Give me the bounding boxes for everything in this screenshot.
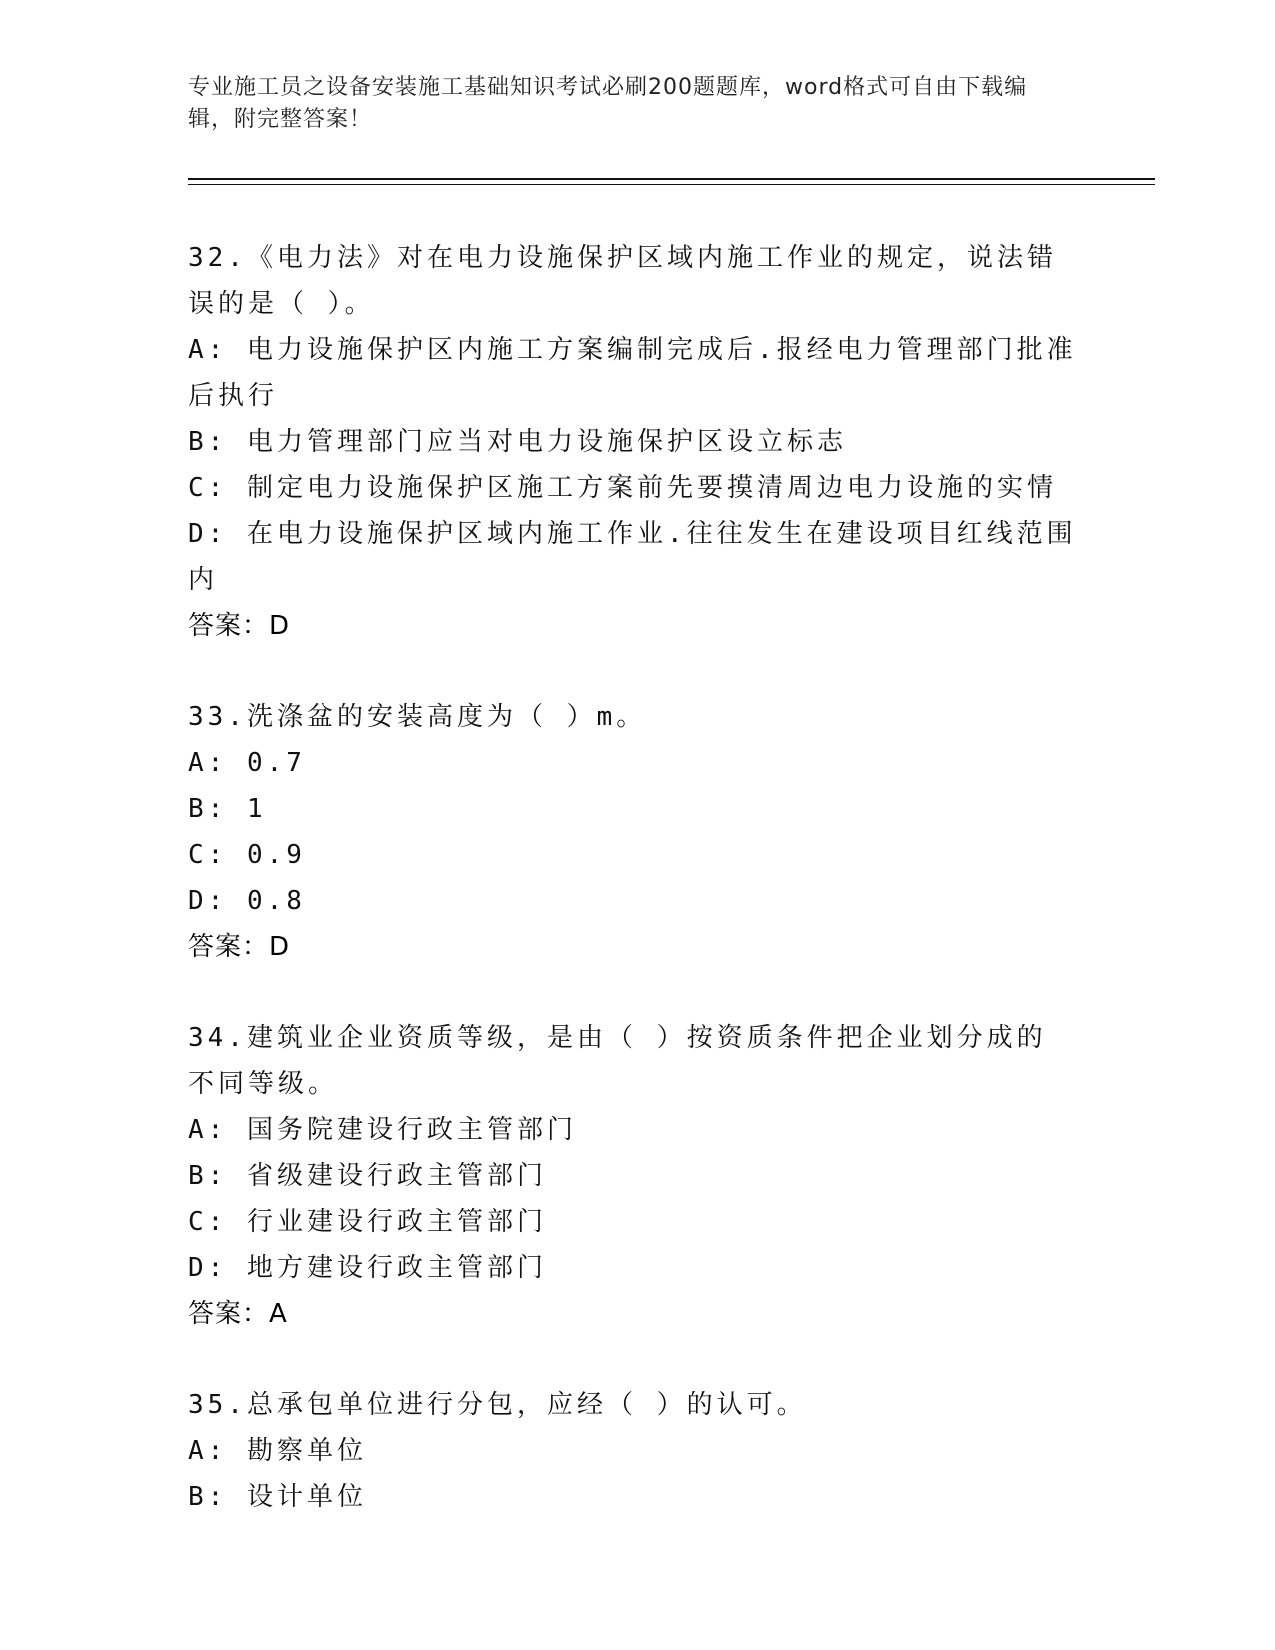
option-c: C: 制定电力设施保护区施工方案前先要摸清周边电力设施的实情: [188, 473, 1057, 503]
question-text: 32.《电力法》对在电力设施保护区域内施工作业的规定，说法错误的是（ ）。: [188, 243, 1057, 319]
answer-label: 答案：A: [188, 1299, 288, 1329]
option-c: C: 0.9: [188, 840, 306, 870]
option-a: A: 电力设施保护区内施工方案编制完成后.报经电力管理部门批准后执行: [188, 335, 1077, 411]
question-text: 35.总承包单位进行分包，应经（ ）的认可。: [188, 1390, 807, 1420]
question-35: [188, 1382, 1088, 1520]
option-d: D: 在电力设施保护区域内施工作业.往往发生在建设项目红线范围内: [188, 519, 1077, 595]
answer-label: 答案：D: [188, 611, 291, 641]
header-rule-thin: [188, 184, 1155, 185]
option-a: A: 国务院建设行政主管部门: [188, 1115, 577, 1145]
option-a: A: 勘察单位: [188, 1436, 367, 1466]
option-d: D: 0.8: [188, 886, 306, 916]
question-text: 34.建筑业企业资质等级，是由（ ）按资质条件把企业划分成的不同等级。: [188, 1023, 1047, 1099]
option-b: B: 省级建设行政主管部门: [188, 1161, 547, 1191]
document-header: 专业施工员之设备安装施工基础知识考试必刷200题题库，word格式可自由下载编辑，附完整答案！: [188, 75, 1028, 132]
option-b: B: 设计单位: [188, 1482, 367, 1512]
option-a: A: 0.7: [188, 748, 306, 778]
question-34: [188, 1015, 1088, 1337]
option-d: D: 地方建设行政主管部门: [188, 1253, 547, 1283]
question-text: 33.洗涤盆的安装高度为（ ）m。: [188, 702, 647, 732]
question-33: [188, 694, 1088, 970]
question-32: [188, 235, 1088, 649]
option-c: C: 行业建设行政主管部门: [188, 1207, 547, 1237]
option-b: B: 电力管理部门应当对电力设施保护区设立标志: [188, 427, 847, 457]
header-rule-thick: [188, 178, 1155, 180]
option-b: B: 1: [188, 794, 267, 824]
answer-label: 答案：D: [188, 932, 291, 962]
question-list: [188, 235, 1088, 1565]
